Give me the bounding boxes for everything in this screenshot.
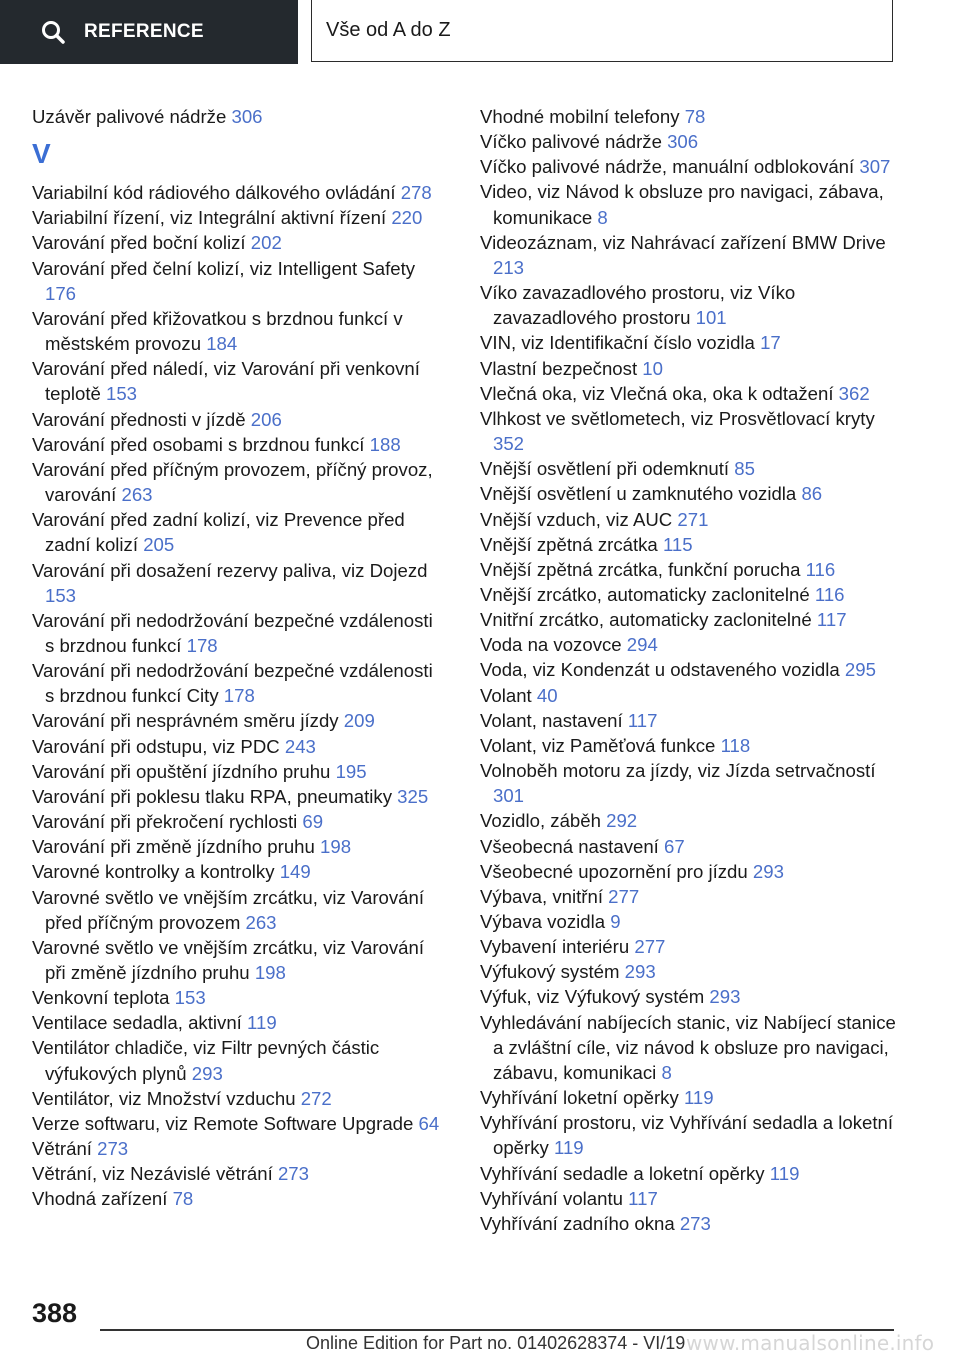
index-entry (480, 984, 900, 1009)
page-link[interactable]: 263 (245, 911, 277, 933)
index-entry (480, 280, 900, 330)
page-link[interactable]: 119 (769, 1162, 800, 1184)
entry-text: Všeobecná nastavení (480, 835, 659, 857)
entry-text: Vyhřívání zadního okna (480, 1212, 675, 1234)
entry-text: Varování při nedodržování bezpečné vzdálenosti s brzdnou funkcí City (32, 660, 433, 707)
index-entry (480, 532, 900, 557)
index-entry (32, 407, 447, 432)
index-column-right (480, 104, 900, 1236)
index-list-right (480, 104, 900, 1236)
entry-text: Vnější osvětlení při odemknutí (480, 458, 730, 480)
index-entry (480, 733, 900, 758)
page-link[interactable]: 220 (391, 207, 423, 229)
page-link[interactable]: 118 (720, 734, 751, 756)
index-entry (32, 1136, 447, 1161)
watermark: www.manualsonline.info (686, 1331, 935, 1355)
page-link[interactable]: 202 (250, 232, 282, 254)
page-link[interactable]: 273 (97, 1138, 129, 1160)
entry-text: Větrání (32, 1138, 92, 1160)
index-entry (32, 1010, 447, 1035)
page-link[interactable]: 273 (277, 1163, 309, 1185)
page-link[interactable]: 117 (816, 609, 847, 631)
index-entry (32, 1035, 447, 1085)
entry-text: Voda na vozovce (480, 634, 622, 656)
index-entry (480, 834, 900, 859)
page-link[interactable]: 119 (553, 1137, 584, 1159)
entry-text: Varování při opuštění jízdního pruhu (32, 760, 331, 782)
page-link[interactable]: 198 (320, 836, 352, 858)
entry-text: Variabilní řízení, viz Integrální aktivní řízení (32, 207, 387, 229)
index-entry (32, 1186, 447, 1211)
index-entry (480, 104, 900, 129)
entry-text: Volant, viz Paměťová funkce (480, 734, 716, 756)
index-entry (480, 884, 900, 909)
entry-text: Vnější zpětná zrcátka, funkční porucha (480, 558, 801, 580)
page-link[interactable]: 17 (760, 332, 781, 354)
index-entry (480, 1085, 900, 1110)
section-title: Vše od A do Z (326, 19, 451, 41)
index-entry (480, 356, 900, 381)
entry-text: Vyhřívání loketní opěrky (480, 1087, 679, 1109)
index-entry (480, 154, 900, 179)
index-entry (480, 507, 900, 532)
page-link[interactable]: 271 (677, 508, 709, 530)
entry-text: Varovné kontrolky a kontrolky (32, 861, 275, 883)
page-link[interactable]: 301 (493, 785, 525, 807)
entry-text: Vnější zpětná zrcátka (480, 533, 658, 555)
page-link[interactable]: 295 (844, 659, 876, 681)
page-link[interactable]: 119 (247, 1012, 277, 1034)
page-link[interactable]: 292 (606, 810, 638, 832)
entry-text: Víčko palivové nádrže, manuální odblokování (480, 156, 855, 178)
index-entry (32, 507, 447, 557)
index-entry (480, 683, 900, 708)
page-link[interactable]: 10 (642, 357, 663, 379)
index-entry (480, 179, 900, 229)
page-link[interactable]: 277 (608, 885, 640, 907)
entry-text: Videozáznam, viz Nahrávací zařízení BMW Drive (480, 231, 886, 253)
entry-text: Vybavení interiéru (480, 936, 630, 958)
entry-text: Volnoběh motoru za jízdy, viz Jízda setrvačností (480, 760, 876, 782)
index-entry (480, 632, 900, 657)
entry-text: Vnější vzduch, viz AUC (480, 508, 673, 530)
page-link[interactable]: 306 (667, 131, 699, 153)
page-link[interactable]: 273 (679, 1212, 711, 1234)
entry-text: Voda, viz Kondenzát u odstaveného vozidla (480, 659, 840, 681)
entry-text: Varování přednosti v jízdě (32, 408, 246, 430)
page-link[interactable]: 195 (335, 760, 367, 782)
page-link[interactable]: 307 (859, 156, 891, 178)
entry-text: Výfukový systém (480, 961, 620, 983)
index-column-left (32, 104, 447, 1212)
page-link[interactable]: 117 (628, 1187, 658, 1209)
entry-text: Varování před křižovatkou s brzdnou funkcí v městském provozu (32, 307, 403, 355)
index-entry (32, 256, 447, 306)
page-link[interactable]: 78 (684, 106, 706, 127)
index-entry (480, 582, 900, 607)
entry-text: Varování před boční kolizí (32, 232, 246, 254)
page-link[interactable]: 119 (683, 1087, 714, 1109)
entry-text: Varování před zadní kolizí, viz Prevence před zadní kolizí (32, 509, 405, 556)
index-entry (480, 406, 900, 456)
entry-text: Ventilace sedadla, aktivní (32, 1012, 242, 1034)
page-link[interactable]: 153 (174, 987, 206, 1009)
index-entry (480, 557, 900, 582)
page-number: 388 (32, 1298, 78, 1328)
index-entry (480, 909, 900, 934)
page-link[interactable]: 277 (634, 936, 666, 958)
entry-text: Vlečná oka, viz Vlečná oka, oka k odtažení (480, 382, 834, 404)
entry-text: Venkovní teplota (32, 987, 170, 1009)
index-entry (32, 985, 447, 1010)
index-entry (32, 180, 447, 205)
page-link[interactable]: 352 (493, 433, 525, 455)
header-bar (0, 0, 960, 66)
page-link[interactable]: 115 (662, 533, 693, 555)
entry-text: Varování při nesprávném směru jízdy (32, 710, 339, 732)
index-entry (480, 859, 900, 884)
entry-text: Varování při nedodržování bezpečné vzdálenosti s brzdnou funkcí (32, 609, 433, 656)
entry-text: Varovné světlo ve vnějším zrcátku, viz Varování při změně jízdního pruhu (32, 936, 425, 983)
entry-text: Vozidlo, záběh (480, 810, 601, 832)
page-link[interactable]: 293 (752, 860, 784, 882)
index-entry (480, 129, 900, 154)
page-link[interactable]: 116 (805, 558, 836, 580)
index-entry (480, 230, 900, 280)
entry-text: VIN, viz Identifikační číslo vozidla (480, 332, 755, 354)
page-link[interactable]: 209 (343, 710, 375, 732)
page-link[interactable]: 153 (45, 584, 77, 606)
page-link[interactable]: 293 (709, 986, 741, 1008)
page-link[interactable]: 188 (369, 433, 401, 455)
page-link[interactable]: 178 (223, 685, 255, 707)
index-entry (32, 205, 447, 230)
index-entry (32, 734, 447, 759)
index-entry (32, 558, 447, 608)
index-entry (480, 1110, 900, 1160)
page-link[interactable]: 293 (191, 1062, 223, 1084)
page-link[interactable]: 67 (664, 835, 685, 857)
search-icon (40, 19, 66, 45)
page-link[interactable]: 69 (302, 811, 324, 833)
page-link[interactable]: 9 (610, 911, 621, 932)
entry-text: Vhodná zařízení (32, 1188, 168, 1210)
index-entry (480, 456, 900, 481)
entry-text: Vnitřní zrcátko, automaticky zaclonitelné (480, 609, 812, 631)
index-list-left (32, 180, 447, 1211)
entry-text: Vlhkost ve světlometech, viz Prosvětlovací kryty (480, 407, 875, 429)
index-entry (480, 934, 900, 959)
entry-text: Vyhřívání sedadle a loketní opěrky (480, 1162, 765, 1184)
letter-heading: V (32, 138, 51, 170)
index-entry (32, 1111, 447, 1136)
index-entry (32, 457, 447, 507)
index-entry (480, 381, 900, 406)
index-entry (480, 1010, 900, 1085)
page-link[interactable]: 243 (284, 735, 316, 757)
section-tab[interactable] (311, 0, 893, 62)
entry-text: Víko zavazadlového prostoru, viz Víko zavazadlového prostoru (480, 282, 796, 329)
entry-text: Volant (480, 684, 532, 706)
edition-text: Online Edition for Part no. 01402628374 - VI/19 (306, 1333, 686, 1353)
index-entry (480, 1211, 900, 1236)
page-link[interactable]: 206 (250, 408, 282, 430)
entry-text: Vnější osvětlení u zamknutého vozidla (480, 483, 797, 505)
page-link[interactable]: 176 (45, 282, 77, 304)
index-entry (32, 784, 447, 809)
entry-text: Vyhřívání volantu (480, 1187, 623, 1209)
page-link[interactable]: 78 (172, 1188, 194, 1210)
reference-tab[interactable] (0, 0, 298, 64)
index-entry (32, 759, 447, 784)
index-entry (480, 959, 900, 984)
page-link[interactable]: 293 (624, 961, 656, 983)
entry-text: Vhodné mobilní telefony (480, 106, 680, 127)
page-link[interactable]: 85 (734, 458, 755, 480)
index-entry (32, 708, 447, 733)
entry-text: Volant, nastavení (480, 709, 623, 731)
entry-text: Varování před čelní kolizí, viz Intelligent Safety (32, 257, 416, 279)
index-entry (32, 608, 447, 658)
entry-text: Uzávěr palivové nádrže (32, 106, 227, 127)
page-link[interactable]: 149 (279, 861, 311, 883)
index-entry (480, 708, 900, 733)
index-entry (32, 306, 447, 356)
entry-text: Varování před příčným provozem, příčný provoz, varování (32, 458, 433, 506)
index-entry (32, 432, 447, 457)
entry-text: Varovné světlo ve vnějším zrcátku, viz Varování před příčným provozem (32, 886, 425, 933)
page-link[interactable]: 205 (143, 534, 175, 556)
page-link[interactable]: 40 (536, 684, 558, 706)
index-entry (480, 481, 900, 506)
entry-text: Ventilátor, viz Množství vzduchu (32, 1087, 296, 1109)
page-link[interactable]: 362 (838, 382, 870, 404)
index-entry (32, 356, 447, 406)
page-link[interactable]: 263 (121, 484, 153, 506)
entry-text: Všeobecné upozornění pro jízdu (480, 860, 748, 882)
index-entry (32, 834, 447, 859)
entry-text: Vyhřívání prostoru, viz Vyhřívání sedadla a loketní opěrky (480, 1112, 894, 1159)
page-link[interactable]: 153 (106, 383, 138, 405)
entry-text: Variabilní kód rádiového dálkového ovládání (32, 182, 396, 204)
index-entry (32, 1086, 447, 1111)
page-link[interactable]: 86 (801, 483, 823, 505)
entry-text: Výfuk, viz Výfukový systém (480, 986, 705, 1008)
page-link[interactable]: 8 (597, 206, 608, 228)
page-link[interactable]: 117 (627, 709, 658, 731)
index-entry (32, 658, 447, 708)
index-entry (480, 1161, 900, 1186)
entry-text: Varování při poklesu tlaku RPA, pneumatiky (32, 785, 392, 807)
entry-text: Vlastní bezpečnost (480, 357, 638, 379)
entry-text: Ventilátor chladiče, viz Filtr pevných částic výfukových plynů (32, 1037, 380, 1084)
entry-text: Video, viz Návod k obsluze pro navigaci, zábava, komunikace (480, 181, 884, 228)
page-link[interactable]: 198 (254, 962, 286, 983)
entry-text: Varování při odstupu, viz PDC (32, 735, 280, 757)
page-link[interactable]: 8 (661, 1061, 672, 1083)
index-entry (32, 809, 447, 834)
entry-text: Varování při překročení rychlosti (32, 811, 298, 833)
index-entry (480, 1186, 900, 1211)
page-link[interactable]: 325 (397, 785, 429, 807)
index-entry (32, 104, 447, 129)
entry-text: Vnější zrcátko, automaticky zaclonitelné (480, 583, 810, 605)
page-link[interactable]: 306 (231, 106, 263, 127)
index-entry (32, 935, 447, 985)
index-entry (480, 758, 900, 808)
page-link[interactable]: 213 (493, 256, 525, 278)
page-link[interactable]: 294 (626, 634, 658, 656)
page-link[interactable]: 178 (186, 634, 218, 656)
index-entry (32, 859, 447, 884)
page-link[interactable]: 184 (206, 333, 238, 355)
entry-text: Verze softwaru, viz Remote Software Upgrade (32, 1112, 414, 1134)
index-entry (32, 230, 447, 255)
entry-text: Víčko palivové nádrže (480, 131, 662, 153)
page-link[interactable]: 101 (695, 307, 727, 329)
index-entry (480, 607, 900, 632)
index-entry (32, 1161, 447, 1186)
entry-text: Větrání, viz Nezávislé větrání (32, 1163, 273, 1185)
entry-text: Varování před náledí, viz Varování při venkovní teplotě (32, 358, 420, 405)
entry-text: Výbava, vnitřní (480, 885, 603, 907)
entry-text: Varování při dosažení rezervy paliva, viz Dojezd (32, 559, 428, 581)
page-link[interactable]: 116 (814, 583, 845, 605)
index-entry (480, 808, 900, 833)
entry-text: Vyhledávání nabíjecích stanic, viz Nabíjecí stanice a zvláštní cíle, viz návod k obsluze pro navigaci, zábavu, komunikaci (480, 1011, 896, 1083)
entry-text: Výbava vozidla (480, 911, 606, 932)
index-entry (32, 885, 447, 935)
page-link[interactable]: 278 (400, 182, 432, 204)
reference-label: REFERENCE (84, 21, 204, 42)
index-entry (480, 330, 900, 355)
page-link[interactable]: 272 (300, 1087, 332, 1109)
entry-text: Varování před osobami s brzdnou funkcí (32, 433, 365, 455)
page-link[interactable]: 64 (418, 1112, 440, 1134)
index-entry (480, 657, 900, 682)
entry-text: Varování při změně jízdního pruhu (32, 836, 315, 858)
